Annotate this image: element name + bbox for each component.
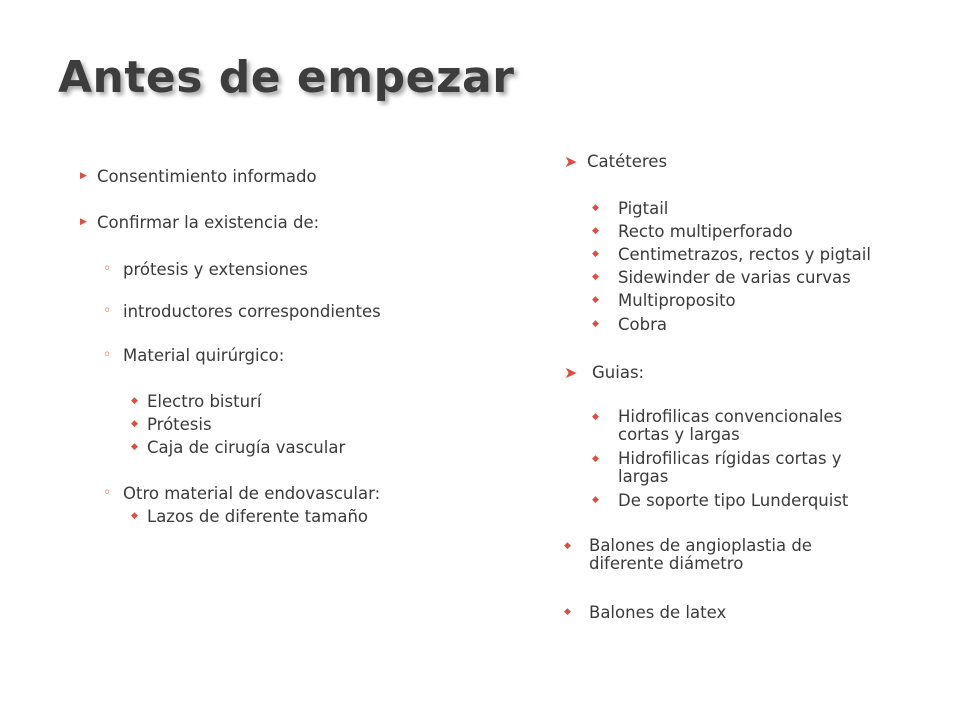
dot-bullet-icon: ◆ — [131, 442, 138, 452]
dot-bullet-icon: ◆ — [592, 495, 599, 505]
right-item-pigtail: Pigtail — [618, 199, 669, 218]
dot-bullet-icon: ◆ — [592, 319, 599, 329]
right-heading-guias: Guias: — [592, 363, 645, 382]
right-item-lunderquist: De soporte tipo Lunderquist — [618, 491, 849, 510]
right-item-recto: Recto multiperforado — [618, 222, 793, 241]
left-item-consent: Consentimiento informado — [97, 167, 317, 186]
right-item-balones-latex: Balones de latex — [589, 603, 727, 622]
ring-bullet-icon: ◦ — [103, 485, 112, 501]
left-subsubitem-lazos: Lazos de diferente tamaño — [147, 507, 369, 526]
dot-bullet-icon: ◆ — [592, 226, 599, 236]
triangle-bullet-icon: ▶ — [80, 171, 87, 181]
dot-bullet-icon: ◆ — [592, 454, 599, 464]
triangle-bullet-icon: ▶ — [80, 217, 87, 227]
left-subsubitem-electro: Electro bisturí — [147, 392, 262, 411]
dot-bullet-icon: ◆ — [564, 541, 571, 551]
dot-bullet-icon: ◆ — [592, 295, 599, 305]
ring-bullet-icon: ◦ — [103, 303, 112, 319]
right-item-hidro-conv: Hidrofilicas convencionales cortas y largas — [618, 407, 843, 444]
right-heading-cateteres: Catéteres — [587, 152, 668, 171]
dot-bullet-icon: ◆ — [564, 607, 571, 617]
dot-bullet-icon: ◆ — [592, 203, 599, 213]
ring-bullet-icon: ◦ — [103, 261, 112, 277]
left-item-confirm: Confirmar la existencia de: — [97, 213, 320, 232]
dot-bullet-icon: ◆ — [592, 412, 599, 422]
left-subitem-protesis: prótesis y extensiones — [123, 260, 308, 279]
dot-bullet-icon: ◆ — [131, 419, 138, 429]
dot-bullet-icon: ◆ — [592, 272, 599, 282]
left-subitem-material: Material quirúrgico: — [123, 346, 285, 365]
left-subitem-otro: Otro material de endovascular: — [123, 484, 381, 503]
dot-bullet-icon: ◆ — [592, 249, 599, 259]
left-subsubitem-caja: Caja de cirugía vascular — [147, 438, 346, 457]
slide-title: Antes de empezar — [58, 52, 515, 103]
right-item-multiproposito: Multiproposito — [618, 291, 736, 310]
dot-bullet-icon: ◆ — [131, 396, 138, 406]
right-item-hidro-rig: Hidrofilicas rígidas cortas y largas — [618, 449, 842, 486]
ring-bullet-icon: ◦ — [103, 347, 112, 363]
right-item-cobra: Cobra — [618, 315, 667, 334]
arrow-bullet-icon: ➤ — [564, 152, 578, 171]
left-subsubitem-protesis: Prótesis — [147, 415, 212, 434]
right-item-balones-angio: Balones de angioplastia de diferente diámetro — [589, 536, 812, 573]
arrow-bullet-icon: ➤ — [564, 363, 578, 382]
right-item-sidewinder: Sidewinder de varias curvas — [618, 268, 851, 287]
right-item-centimetrazos: Centimetrazos, rectos y pigtail — [618, 245, 871, 264]
left-subitem-introductores: introductores correspondientes — [123, 302, 381, 321]
dot-bullet-icon: ◆ — [131, 511, 138, 521]
